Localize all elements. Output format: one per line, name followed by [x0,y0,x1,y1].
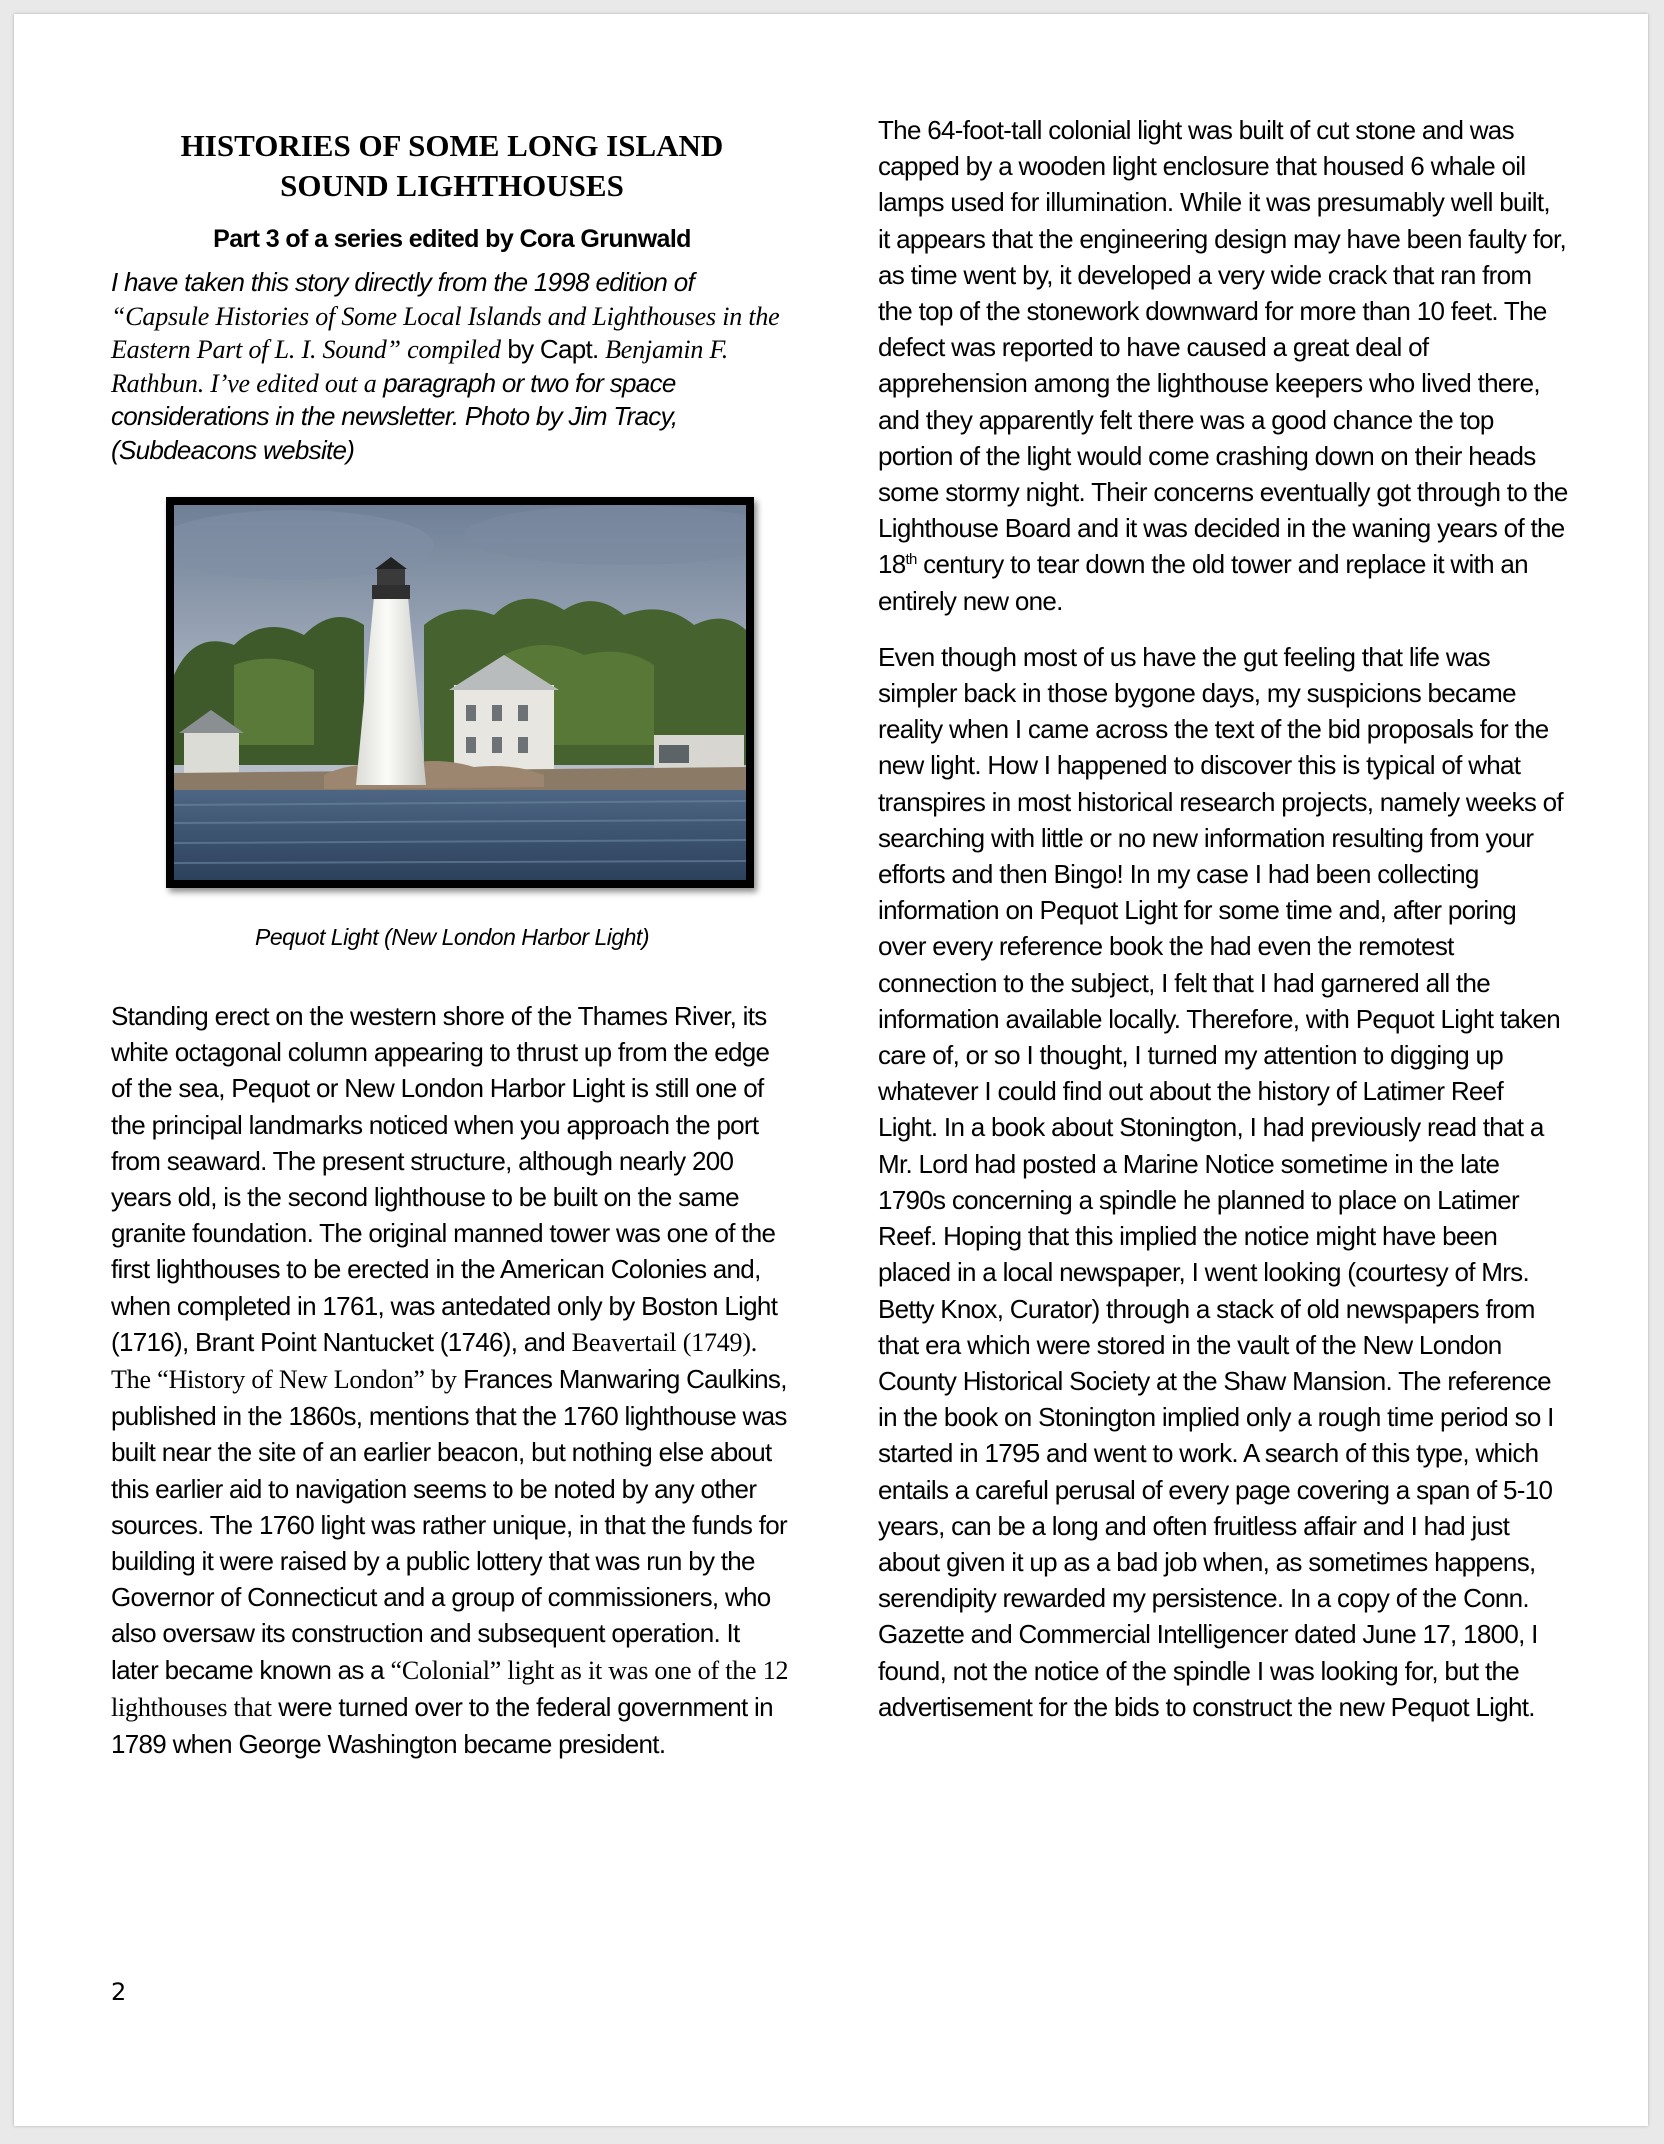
article-subtitle: Part 3 of a series edited by Cora Grunwald [213,225,691,253]
document-page [14,14,1648,2126]
right-paragraph-2: Even though most of us have the gut feeling that life was simpler back in those bygone days, my suspicions became reality when I came across the text of the bid proposals for the new light. How I happened to discover this is typical of what transpires in most historical research projects, namely weeks of searching with little or no new information resulting from your efforts and then Bingo! In my case I had been collecting information on Pequot Light for some time and, after poring over every reference book the had even the remotest connection to the subject, I felt that I had garnered all the information available locally. Therefore, with Pequot Light taken care of, or so I thought, I turned my attention to digging up whatever I could find out about the history of Latimer Reef Light. In a book about Stonington, I had previously read that a Mr. Lord had posted a Marine Notice sometime in the late 1790s concerning a spindle he planned to place on Latimer Reef. Hoping that this implied the notice might have been placed in a local newspaper, I went looking (courtesy of Mrs. Betty Knox, Curator) through a stack of old newspapers from that era which were stored in the vault of the New London County Historical Society at the Shaw Mansion. The reference in the book on Stonington implied only a rough time period so I started in 1795 and went to work. A search of this type, which entails a careful perusal of every page covering a span of 5-10 years, can be a long and often fruitless affair and I had just about given it up as a bad job when, as sometimes happens, serendipity rewarded my persistence. In a copy of the Conn. Gazette and Commercial Intelligencer dated June 17, 1800, I found, not the notice of the spindle I was looking for, but the advertisement for the bids to construct the new Pequot Light. [878,641,1563,1722]
left-body-paragraph: Standing erect on the western shore of the Thames River, its white octagonal column appearing to thrust up from the edge of the sea, Pequot or New London Harbor Light is still one of the principal landmarks noticed when you approach the port from seaward. The present structure, although nearly 200 years old, is the second lighthouse to be built on the same granite foundation. The original manned tower was one of the first lighthouses to be erected in the American Colonies and, when completed in 1761, was antedated only by Boston Light (1716), Brant Point Nantucket (1746), and Beavertail (1749). The “History of New London” by Frances Manwaring Caulkins, published in the 1860s, mentions that the 1760 lighthouse was built near the site of an earlier beacon, but nothing else about this earlier aid to navigation seems to be noted by any other sources. The 1760 light was rather unique, in that the funds for building it were raised by a public lottery that was run by the Governor of Connecticut and a group of commissioners, who also oversaw its construction and subsequent operation. It later became known as a “Colonial” light as it was one of the 12 lighthouses that were turned over to the federal government in 1789 when George Washington became president. [111,1001,789,1760]
title-line-1: HISTORIES OF SOME LONG ISLAND [180,128,724,163]
title-line-2: SOUND LIGHTHOUSES [280,168,624,203]
page-number: 2 [111,1978,127,2006]
lighthouse-photo [174,505,746,880]
photo-caption: Pequot Light (New London Harbor Light) [255,924,649,950]
lighthouse-photo-frame [166,497,754,888]
left-column [111,112,793,1762]
right-column [878,112,1568,1725]
article-title [111,126,793,206]
intro-paragraph: I have taken this story directly from the 1998 edition of “Capsule Histories of Some Local Islands and Lighthouses in the Eastern Part of L. I. Sound” compiled by Capt. Benjamin F. Rathbun. I’ve edited out a paragraph or two for space considerations in the newsletter. Photo by Jim Tracy, (Subdeacons website) [111,267,780,465]
right-paragraph-1: The 64-foot-tall colonial light was built of cut stone and was capped by a wooden light enclosure that housed 6 whale oil lamps used for illumination. While it was presumably well built, it appears that the engineering design may have been faulty for, as time went by, it developed a very wide crack that ran from the top of the stonework downward for more than 10 feet. The defect was reported to have caused a great deal of apprehension among the lighthouse keepers who lived there, and they apparently felt there was a good chance the top portion of the light would come crashing down on their heads some stormy night. Their concerns eventually got through to the Lighthouse Board and it was decided in the waning years of the 18th century to tear down the old tower and replace it with an entirely new one. [878,115,1568,616]
